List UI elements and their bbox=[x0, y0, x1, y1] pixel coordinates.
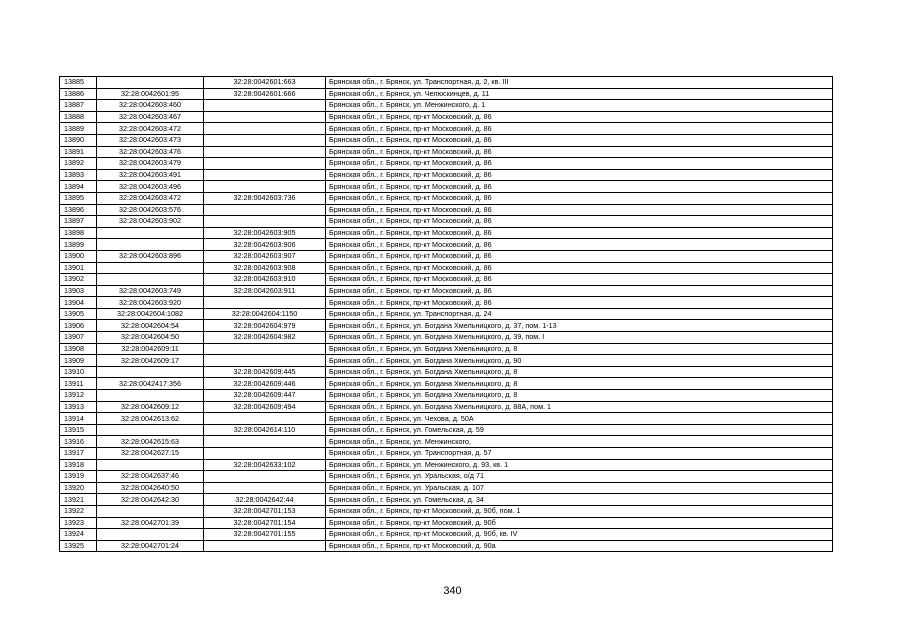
row-number-cell: 13897 bbox=[60, 216, 97, 228]
address-cell: Брянская обл., г. Брянск, ул. Менжинского, bbox=[326, 436, 833, 448]
address-cell: Брянская обл., г. Брянск, пр-кт Московский, д. 86 bbox=[326, 123, 833, 135]
row-number-cell: 13892 bbox=[60, 158, 97, 170]
table-row bbox=[60, 517, 833, 529]
table-row bbox=[60, 436, 833, 448]
row-number-cell: 13902 bbox=[60, 274, 97, 286]
cadastral-number-cell: 32:28:0042609:11 bbox=[97, 343, 204, 355]
cadastral-number-cell bbox=[97, 424, 204, 436]
cadastral-number-cell: 32:28:0042642:30 bbox=[97, 494, 204, 506]
cadastral-number-cell: 32:28:0042603:472 bbox=[97, 192, 204, 204]
row-number-cell: 13886 bbox=[60, 88, 97, 100]
address-cell: Брянская обл., г. Брянск, пр-кт Московский, д. 86 bbox=[326, 239, 833, 251]
row-number-cell: 13913 bbox=[60, 401, 97, 413]
cadastral-number-new-cell: 32:28:0042603:736 bbox=[204, 192, 326, 204]
address-cell: Брянская обл., г. Брянск, ул. Гомельская, д. 34 bbox=[326, 494, 833, 506]
address-cell: Брянская обл., г. Брянск, ул. Богдана Хмельницкого, д. 39, пом. I bbox=[326, 332, 833, 344]
cadastral-number-cell: 32:28:0042609:17 bbox=[97, 355, 204, 367]
address-cell: Брянская обл., г. Брянск, ул. Богдана Хмельницкого, д. 37, пом. 1-13 bbox=[326, 320, 833, 332]
table-row bbox=[60, 262, 833, 274]
cadastral-number-new-cell: 32:28:0042609:445 bbox=[204, 366, 326, 378]
address-cell: Брянская обл., г. Брянск, пр-кт Московский, д. 86 bbox=[326, 297, 833, 309]
cadastral-number-cell: 32:28:0042613:62 bbox=[97, 413, 204, 425]
cadastral-number-cell: 32:28:0042701:24 bbox=[97, 540, 204, 552]
table-row bbox=[60, 100, 833, 112]
table-row bbox=[60, 239, 833, 251]
cadastral-number-cell bbox=[97, 274, 204, 286]
table-row bbox=[60, 390, 833, 402]
row-number-cell: 13901 bbox=[60, 262, 97, 274]
cadastral-number-new-cell bbox=[204, 343, 326, 355]
row-number-cell: 13888 bbox=[60, 111, 97, 123]
address-cell: Брянская обл., г. Брянск, пр-кт Московский, д. 86 bbox=[326, 111, 833, 123]
address-cell: Брянская обл., г. Брянск, ул. Богдана Хмельницкого, д. 8 bbox=[326, 390, 833, 402]
row-number-cell: 13898 bbox=[60, 227, 97, 239]
row-number-cell: 13910 bbox=[60, 366, 97, 378]
cadastral-number-cell: 32:28:0042603:896 bbox=[97, 250, 204, 262]
cadastral-number-new-cell bbox=[204, 204, 326, 216]
row-number-cell: 13896 bbox=[60, 204, 97, 216]
cadastral-number-new-cell: 32:28:0042614:110 bbox=[204, 424, 326, 436]
row-number-cell: 13908 bbox=[60, 343, 97, 355]
row-number-cell: 13907 bbox=[60, 332, 97, 344]
address-cell: Брянская обл., г. Брянск, ул. Чехова, д. 50А bbox=[326, 413, 833, 425]
address-cell: Брянская обл., г. Брянск, пр-кт Московский, д. 90б, пом. 1 bbox=[326, 505, 833, 517]
table-row bbox=[60, 494, 833, 506]
cadastral-number-new-cell bbox=[204, 169, 326, 181]
cadastral-number-new-cell: 32:28:0042609:446 bbox=[204, 378, 326, 390]
address-cell: Брянская обл., г. Брянск, пр-кт Московский, д. 86 bbox=[326, 158, 833, 170]
row-number-cell: 13922 bbox=[60, 505, 97, 517]
cadastral-number-new-cell: 32:28:0042603:911 bbox=[204, 285, 326, 297]
address-cell: Брянская обл., г. Брянск, пр-кт Московский, д. 90б bbox=[326, 517, 833, 529]
cadastral-number-new-cell: 32:28:0042609:494 bbox=[204, 401, 326, 413]
table-row bbox=[60, 192, 833, 204]
cadastral-number-cell: 32:28:0042627:15 bbox=[97, 448, 204, 460]
cadastral-number-cell bbox=[97, 529, 204, 541]
table-row bbox=[60, 274, 833, 286]
table-row bbox=[60, 320, 833, 332]
cadastral-number-cell bbox=[97, 459, 204, 471]
cadastral-number-cell bbox=[97, 262, 204, 274]
table-row bbox=[60, 529, 833, 541]
table-row bbox=[60, 285, 833, 297]
address-cell: Брянская обл., г. Брянск, ул. Богдана Хмельницкого, д. 90 bbox=[326, 355, 833, 367]
address-cell: Брянская обл., г. Брянск, пр-кт Московский, д. 86 bbox=[326, 134, 833, 146]
address-cell: Брянская обл., г. Брянск, ул. Транспортная, д. 24 bbox=[326, 308, 833, 320]
cadastral-number-cell: 32:28:0042637:46 bbox=[97, 471, 204, 483]
cadastral-number-cell: 32:28:0042603:479 bbox=[97, 158, 204, 170]
address-cell: Брянская обл., г. Брянск, ул. Уральская, о/д 71 bbox=[326, 471, 833, 483]
cadastral-number-cell: 32:28:0042603:920 bbox=[97, 297, 204, 309]
table-row bbox=[60, 146, 833, 158]
row-number-cell: 13893 bbox=[60, 169, 97, 181]
row-number-cell: 13905 bbox=[60, 308, 97, 320]
table-row bbox=[60, 343, 833, 355]
address-cell: Брянская обл., г. Брянск, пр-кт Московский, д. 86 bbox=[326, 146, 833, 158]
address-cell: Брянская обл., г. Брянск, пр-кт Московский, д. 86 bbox=[326, 204, 833, 216]
row-number-cell: 13919 bbox=[60, 471, 97, 483]
row-number-cell: 13912 bbox=[60, 390, 97, 402]
cadastral-number-new-cell: 32:28:0042601:666 bbox=[204, 88, 326, 100]
row-number-cell: 13921 bbox=[60, 494, 97, 506]
cadastral-number-new-cell bbox=[204, 413, 326, 425]
page-number: 340 bbox=[443, 585, 462, 597]
address-cell: Брянская обл., г. Брянск, пр-кт Московский, д. 86 bbox=[326, 181, 833, 193]
cadastral-number-cell: 32:28:0042601:95 bbox=[97, 88, 204, 100]
cadastral-number-cell: 32:28:0042603:473 bbox=[97, 134, 204, 146]
cadastral-number-new-cell: 32:28:0042701:153 bbox=[204, 505, 326, 517]
row-number-cell: 13916 bbox=[60, 436, 97, 448]
address-cell: Брянская обл., г. Брянск, пр-кт Московский, д. 90а bbox=[326, 540, 833, 552]
row-number-cell: 13889 bbox=[60, 123, 97, 135]
cadastral-number-cell: 32:28:0042603:749 bbox=[97, 285, 204, 297]
table-row bbox=[60, 448, 833, 460]
row-number-cell: 13903 bbox=[60, 285, 97, 297]
address-cell: Брянская обл., г. Брянск, ул. Уральская, д. 107 bbox=[326, 482, 833, 494]
row-number-cell: 13894 bbox=[60, 181, 97, 193]
table-row bbox=[60, 355, 833, 367]
address-cell: Брянская обл., г. Брянск, ул. Богдана Хмельницкого, д. 88А, пом. 1 bbox=[326, 401, 833, 413]
cadastral-number-cell: 32:28:0042604:1082 bbox=[97, 308, 204, 320]
table-row bbox=[60, 227, 833, 239]
table-row bbox=[60, 204, 833, 216]
cadastral-number-new-cell: 32:28:0042603:905 bbox=[204, 227, 326, 239]
cadastral-number-new-cell: 32:28:0042603:906 bbox=[204, 239, 326, 251]
cadastral-number-new-cell bbox=[204, 482, 326, 494]
cadastral-number-new-cell: 32:28:0042603:910 bbox=[204, 274, 326, 286]
address-cell: Брянская обл., г. Брянск, ул. Челюскинцев, д. 11 bbox=[326, 88, 833, 100]
cadastral-number-new-cell: 32:28:0042609:447 bbox=[204, 390, 326, 402]
table-row bbox=[60, 378, 833, 390]
cadastral-number-new-cell bbox=[204, 540, 326, 552]
cadastral-number-cell: 32:28:0042640:50 bbox=[97, 482, 204, 494]
cadastral-number-new-cell bbox=[204, 134, 326, 146]
cadastral-number-cell bbox=[97, 77, 204, 89]
row-number-cell: 13920 bbox=[60, 482, 97, 494]
row-number-cell: 13918 bbox=[60, 459, 97, 471]
registry-table bbox=[59, 76, 833, 552]
row-number-cell: 13914 bbox=[60, 413, 97, 425]
table-row bbox=[60, 158, 833, 170]
table-row bbox=[60, 366, 833, 378]
table-row bbox=[60, 413, 833, 425]
table-row bbox=[60, 401, 833, 413]
cadastral-number-cell: 32:28:0042603:496 bbox=[97, 181, 204, 193]
address-cell: Брянская обл., г. Брянск, пр-кт Московский, д. 86 bbox=[326, 216, 833, 228]
row-number-cell: 13917 bbox=[60, 448, 97, 460]
address-cell: Брянская обл., г. Брянск, пр-кт Московский, д. 86 bbox=[326, 169, 833, 181]
address-cell: Брянская обл., г. Брянск, пр-кт Московский, д. 86 bbox=[326, 262, 833, 274]
cadastral-number-new-cell: 32:28:0042701:155 bbox=[204, 529, 326, 541]
table-row bbox=[60, 308, 833, 320]
row-number-cell: 13900 bbox=[60, 250, 97, 262]
cadastral-number-cell: 32:28:0042603:472 bbox=[97, 123, 204, 135]
cadastral-number-new-cell: 32:28:0042642:44 bbox=[204, 494, 326, 506]
cadastral-number-cell bbox=[97, 366, 204, 378]
table-row bbox=[60, 134, 833, 146]
address-cell: Брянская обл., г. Брянск, ул. Богдана Хмельницкого, д. 8 bbox=[326, 343, 833, 355]
cadastral-number-cell: 32:28:0042603:460 bbox=[97, 100, 204, 112]
cadastral-number-new-cell: 32:28:0042603:907 bbox=[204, 250, 326, 262]
row-number-cell: 13887 bbox=[60, 100, 97, 112]
cadastral-number-new-cell bbox=[204, 448, 326, 460]
row-number-cell: 13885 bbox=[60, 77, 97, 89]
address-cell: Брянская обл., г. Брянск, ул. Транспортная, д. 57 bbox=[326, 448, 833, 460]
address-cell: Брянская обл., г. Брянск, ул. Менжинского, д. 1 bbox=[326, 100, 833, 112]
cadastral-number-cell bbox=[97, 390, 204, 402]
cadastral-number-cell bbox=[97, 227, 204, 239]
cadastral-number-cell: 32:28:0042603:491 bbox=[97, 169, 204, 181]
row-number-cell: 13899 bbox=[60, 239, 97, 251]
address-cell: Брянская обл., г. Брянск, пр-кт Московский, д. 86 bbox=[326, 227, 833, 239]
table-row bbox=[60, 216, 833, 228]
cadastral-number-cell: 32:28:0042603:576 bbox=[97, 204, 204, 216]
table-row bbox=[60, 297, 833, 309]
row-number-cell: 13904 bbox=[60, 297, 97, 309]
cadastral-number-new-cell: 32:28:0042604:1150 bbox=[204, 308, 326, 320]
cadastral-number-new-cell bbox=[204, 471, 326, 483]
address-cell: Брянская обл., г. Брянск, пр-кт Московский, д. 86 bbox=[326, 285, 833, 297]
row-number-cell: 13925 bbox=[60, 540, 97, 552]
table-row bbox=[60, 181, 833, 193]
table-row bbox=[60, 540, 833, 552]
row-number-cell: 13924 bbox=[60, 529, 97, 541]
cadastral-number-cell: 32:28:0042417:356 bbox=[97, 378, 204, 390]
table-row bbox=[60, 471, 833, 483]
cadastral-number-new-cell: 32:28:0042604:979 bbox=[204, 320, 326, 332]
table-row bbox=[60, 424, 833, 436]
address-cell: Брянская обл., г. Брянск, ул. Гомельская, д. 59 bbox=[326, 424, 833, 436]
address-cell: Брянская обл., г. Брянск, ул. Богдана Хмельницкого, д. 8 bbox=[326, 378, 833, 390]
cadastral-number-cell bbox=[97, 239, 204, 251]
row-number-cell: 13891 bbox=[60, 146, 97, 158]
cadastral-number-new-cell bbox=[204, 436, 326, 448]
cadastral-number-new-cell: 32:28:0042701:154 bbox=[204, 517, 326, 529]
address-cell: Брянская обл., г. Брянск, пр-кт Московский, д. 90б, кв. IV bbox=[326, 529, 833, 541]
row-number-cell: 13890 bbox=[60, 134, 97, 146]
cadastral-number-new-cell: 32:28:0042603:908 bbox=[204, 262, 326, 274]
row-number-cell: 13923 bbox=[60, 517, 97, 529]
cadastral-number-new-cell bbox=[204, 100, 326, 112]
cadastral-number-new-cell bbox=[204, 111, 326, 123]
table-row bbox=[60, 123, 833, 135]
registry-table-body bbox=[60, 77, 833, 552]
address-cell: Брянская обл., г. Брянск, ул. Транспортная, д. 2, кв. III bbox=[326, 77, 833, 89]
cadastral-number-cell: 32:28:0042609:12 bbox=[97, 401, 204, 413]
table-row bbox=[60, 332, 833, 344]
table-row bbox=[60, 482, 833, 494]
cadastral-number-new-cell: 32:28:0042601:663 bbox=[204, 77, 326, 89]
address-cell: Брянская обл., г. Брянск, пр-кт Московский, д. 86 bbox=[326, 274, 833, 286]
cadastral-number-cell: 32:28:0042615:63 bbox=[97, 436, 204, 448]
cadastral-number-cell: 32:28:0042604:54 bbox=[97, 320, 204, 332]
address-cell: Брянская обл., г. Брянск, ул. Богдана Хмельницкого, д. 8 bbox=[326, 366, 833, 378]
cadastral-number-new-cell bbox=[204, 146, 326, 158]
table-row bbox=[60, 111, 833, 123]
cadastral-number-new-cell bbox=[204, 158, 326, 170]
cadastral-number-new-cell bbox=[204, 181, 326, 193]
cadastral-number-new-cell bbox=[204, 123, 326, 135]
row-number-cell: 13915 bbox=[60, 424, 97, 436]
cadastral-number-cell: 32:28:0042604:50 bbox=[97, 332, 204, 344]
table-row bbox=[60, 459, 833, 471]
row-number-cell: 13909 bbox=[60, 355, 97, 367]
address-cell: Брянская обл., г. Брянск, пр-кт Московский, д. 86 bbox=[326, 250, 833, 262]
table-row bbox=[60, 77, 833, 89]
table-row bbox=[60, 505, 833, 517]
row-number-cell: 13906 bbox=[60, 320, 97, 332]
address-cell: Брянская обл., г. Брянск, пр-кт Московский, д. 86 bbox=[326, 192, 833, 204]
cadastral-number-new-cell: 32:28:0042604:982 bbox=[204, 332, 326, 344]
cadastral-number-new-cell bbox=[204, 216, 326, 228]
row-number-cell: 13895 bbox=[60, 192, 97, 204]
row-number-cell: 13911 bbox=[60, 378, 97, 390]
table-row bbox=[60, 88, 833, 100]
cadastral-number-new-cell: 32:28:0042633:102 bbox=[204, 459, 326, 471]
cadastral-number-cell: 32:28:0042603:476 bbox=[97, 146, 204, 158]
cadastral-number-cell bbox=[97, 505, 204, 517]
cadastral-number-cell: 32:28:0042603:902 bbox=[97, 216, 204, 228]
address-cell: Брянская обл., г. Брянск, ул. Менжинского, д. 93, кв. 1 bbox=[326, 459, 833, 471]
cadastral-number-new-cell bbox=[204, 297, 326, 309]
table-row bbox=[60, 250, 833, 262]
cadastral-number-new-cell bbox=[204, 355, 326, 367]
cadastral-number-cell: 32:28:0042603:467 bbox=[97, 111, 204, 123]
cadastral-number-cell: 32:28:0042701:39 bbox=[97, 517, 204, 529]
table-row bbox=[60, 169, 833, 181]
